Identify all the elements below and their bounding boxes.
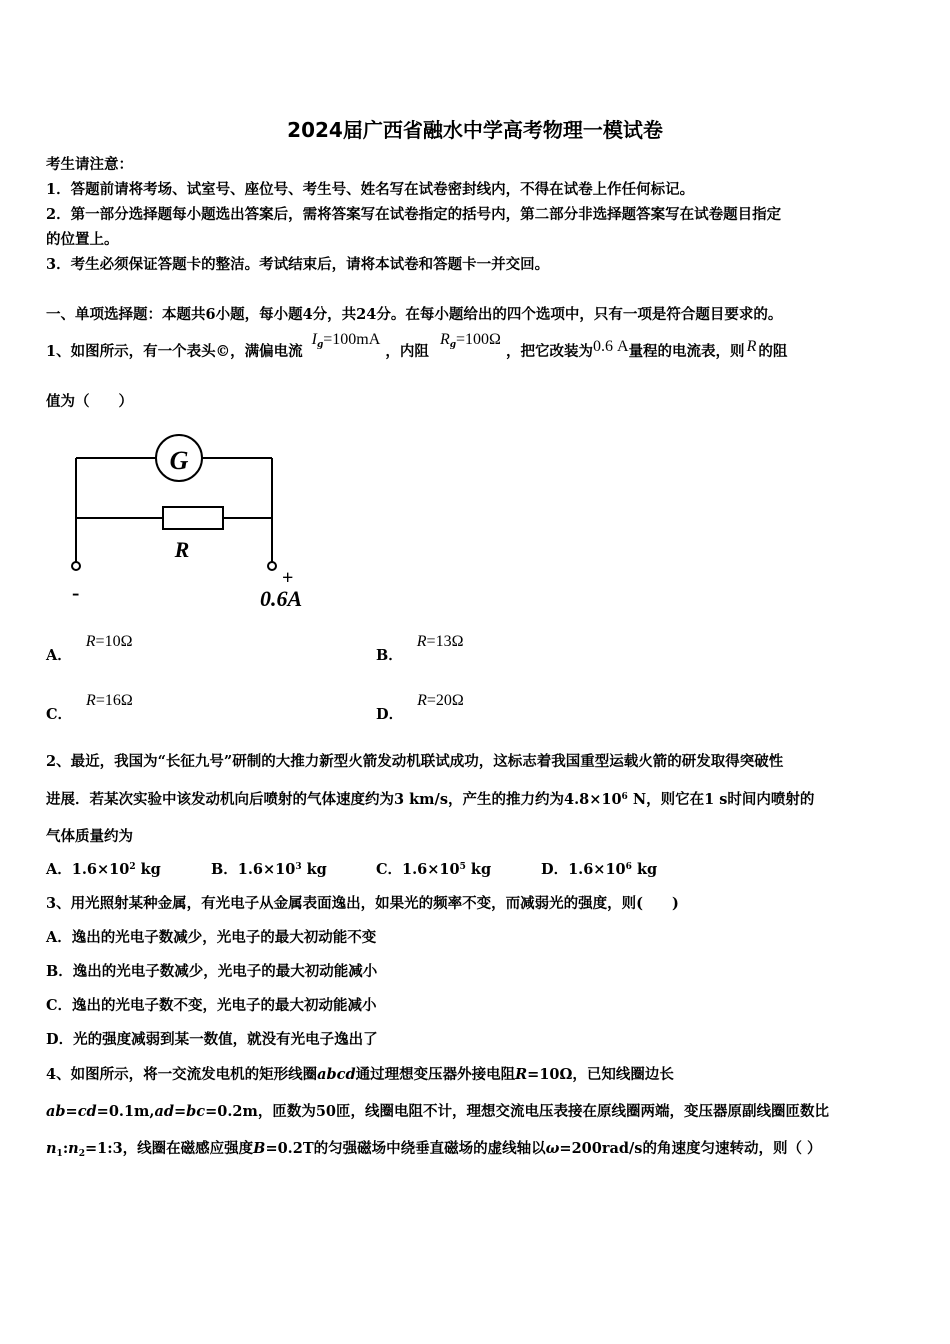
q1-option-d: D．R=20Ω [376,692,464,723]
ig-value: =100mA [323,331,381,348]
q1-option-a: A．R=10Ω [46,633,133,664]
notice-item: 3．考生必须保证答题卡的整洁。考试结束后，请将本试卷和答题卡一并交回。 [46,256,550,273]
q2-option-b: B．$1.6\times 10^3$ kg [211,861,327,878]
plus-label: + [282,567,294,589]
notice-heading: 考生请注意： [46,156,133,173]
ig-symbol: I [311,331,317,348]
minus-label: - [72,580,80,605]
q2-option-d: D．$1.6\times 10^6$ kg [541,861,658,878]
resistor [163,507,223,529]
q1-option-b: B．R=13Ω [376,633,464,664]
rg-symbol: R [439,331,450,348]
q2-option-c: C．$1.6\times 10^5$ kg [376,861,492,878]
q1-text: 的阻 [758,343,788,360]
question-4-stem: 4、如图所示，将一交流发电机的矩形线圈abcd通过理想变压器外接电阻R=10Ω，已知线圈边长 [46,1066,674,1083]
ig-subscript: g [316,340,324,350]
rg-subscript: g [449,340,457,350]
terminal-plus [268,562,276,570]
q3-option-a: A．逸出的光电子数减少，光电子的最大初动能不变 [46,929,377,946]
q1-text: 1、如图所示，有一个表头©，满偏电流 [46,343,303,360]
terminal-minus [72,562,80,570]
question-2-stem-line3: 气体质量约为 [46,828,133,845]
q1-r-symbol: R [746,338,757,355]
question-3-stem: 3、用光照射某种金属，有光电子从金属表面逸出，如果光的频率不变，而减弱光的强度，则( ) [46,895,679,912]
q1-text: ，把它改装为 [506,343,593,360]
question-2-stem: 2、最近，我国为“长征九号”研制的大推力新型火箭发动机联试成功，这标志着我国重型运载火箭的研发取得突破性 [46,753,784,770]
q1-ig-formula [312,331,381,348]
question-4-stem-line2: ab=cd=0.1m,ad=bc=0.2m，匝数为50匝，线圈电阻不计，理想交流电压表接在原线圈两端，变压器原副线圈匝数比 [46,1103,830,1120]
q3-option-c: C．逸出的光电子数不变，光电子的最大初动能减小 [46,997,377,1014]
q3-option-d: D．光的强度减弱到某一数值，就没有光电子逸出了 [46,1031,378,1048]
range-label: 0.6A [260,586,303,611]
notice-item: 2．第一部分选择题每小题选出答案后，需将答案写在试卷指定的括号内，第二部分非选择题答案写在试卷题目指定 [46,206,782,223]
galvanometer-label: G [169,446,189,475]
circuit-diagram [60,428,330,613]
question-4-stem-line3: $n_1:n_2=1:3$，线圈在磁感应强度B=0.2T的匀强磁场中绕垂直磁场的虚线轴以ω=200rad/s的角速度匀速转动，则（ ） [46,1140,822,1159]
resistor-label: R [174,537,190,562]
q1-rg-formula [440,331,501,348]
notice-item: 1．答题前请将考场、试室号、座位号、考生号、姓名写在试卷密封线内，不得在试卷上作任何标记。 [46,181,695,198]
section-heading: 一、单项选择题：本题共6小题，每小题4分，共24分。在每小题给出的四个选项中，只有一项是符合题目要求的。 [46,306,783,323]
rg-value: =100Ω [456,331,501,348]
q1-text: 量程的电流表，则 [628,343,745,360]
page-title: 2024届广西省融水中学高考物理一模试卷 [287,118,663,142]
question-1-stem-line2: 值为（ ） [46,393,133,410]
q3-option-b: B．逸出的光电子数减少，光电子的最大初动能减小 [46,963,378,980]
q2-option-a: A．$1.6\times 10^2$ kg [46,861,161,878]
q1-option-c: C．R=16Ω [46,692,133,723]
q1-range: 0.6 A [593,338,629,355]
q1-text: ，内阻 [385,343,429,360]
question-2-stem-line2: 进展．若某次实验中该发动机向后喷射的气体速度约为3 km/s，产生的推力约为$4.8\times 10^6$ N，则它在1 s时间内喷射的 [46,791,815,808]
notice-item: 的位置上。 [46,231,119,248]
